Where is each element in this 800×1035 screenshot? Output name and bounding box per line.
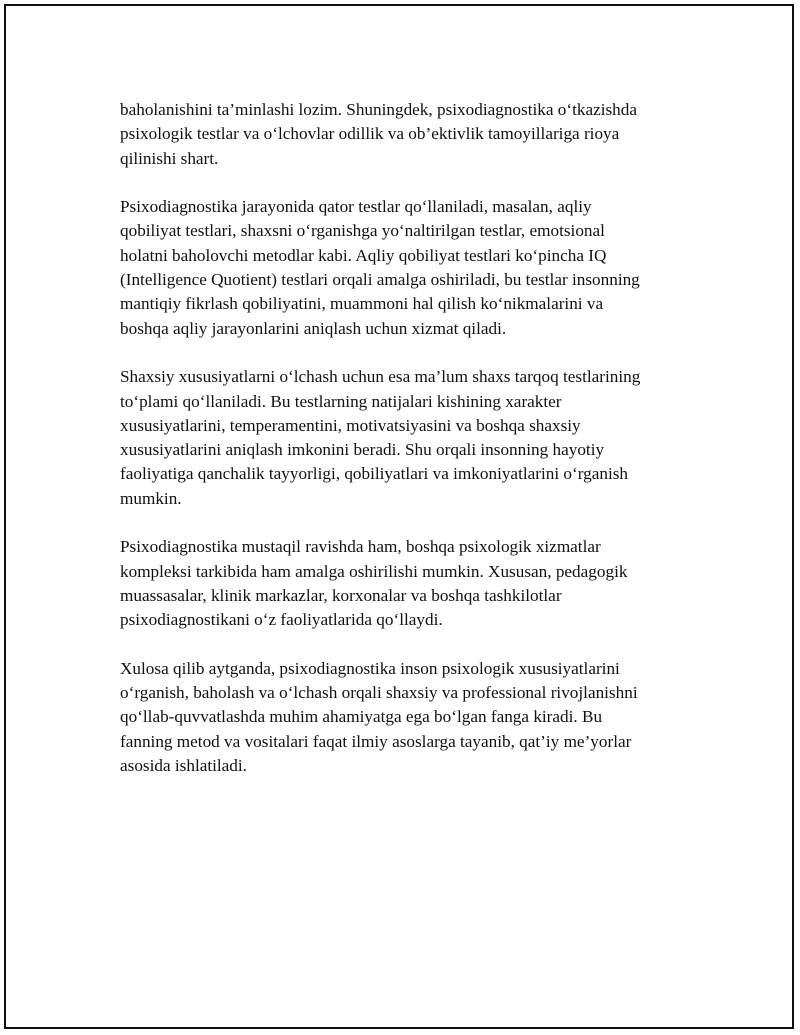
page-frame <box>4 4 794 1029</box>
paragraph: Psixodiagnostika mustaqil ravishda ham, boshqa psixologik xizmatlar kompleksi tarkibida ham amalga oshirilishi mumkin. Xususan, pedagogik muassasalar, klinik markazlar, korxonalar va boshqa tashkilotlar psixodiagnostikani o‘z faoliyatlarida qo‘llaydi. <box>120 537 628 630</box>
paragraph: Shaxsiy xususiyatlarni o‘lchash uchun esa ma’lum shaxs tarqoq testlarining to‘plami qo‘llaniladi. Bu testlarning natijalari kishining xarakter xususiyatlarini, temperamentini, motivatsiyasini va boshqa shaxsiy xususiyatlarini aniqlash imkonini beradi. Shu orqali insonning hayotiy faoliyatiga qanchalik tayyorligi, qobiliyatlari va imkoniyatlarini o‘rganish mumkin. <box>120 367 641 508</box>
paragraph: Psixodiagnostika jarayonida qator testlar qo‘llaniladi, masalan, aqliy qobiliyat testlari, shaxsni o‘rganishga yo‘naltirilgan testlar, emotsional holatni baholovchi metodlar kabi. Aqliy qobiliyat testlari ko‘pincha IQ (Intelligence Quotient) testlari orqali amalga oshiriladi, bu testlar insonning mantiqiy fikrlash qobiliyatini, muammoni hal qilish ko‘nikmalarini va boshqa aqliy jarayonlarini aniqlash uchun xizmat qiladi. <box>120 197 640 338</box>
document-body <box>120 98 690 803</box>
paragraph: Xulosa qilib aytganda, psixodiagnostika inson psixologik xususiyatlarini o‘rganish, baholash va o‘lchash orqali shaxsiy va professional rivojlanishni qo‘llab-quvvatlashda muhim ahamiyatga ega bo‘lgan fanga kiradi. Bu fanning metod va vositalari faqat ilmiy asoslarga tayanib, qat’iy me’yorlar asosida ishlatiladi. <box>120 658 638 776</box>
paragraph: baholanishini ta’minlashi lozim. Shuningdek, psixodiagnostika o‘tkazishda psixologik testlar va o‘lchovlar odillik va ob’ektivlik tamoyillariga rioya qilinishi shart. <box>120 100 637 168</box>
